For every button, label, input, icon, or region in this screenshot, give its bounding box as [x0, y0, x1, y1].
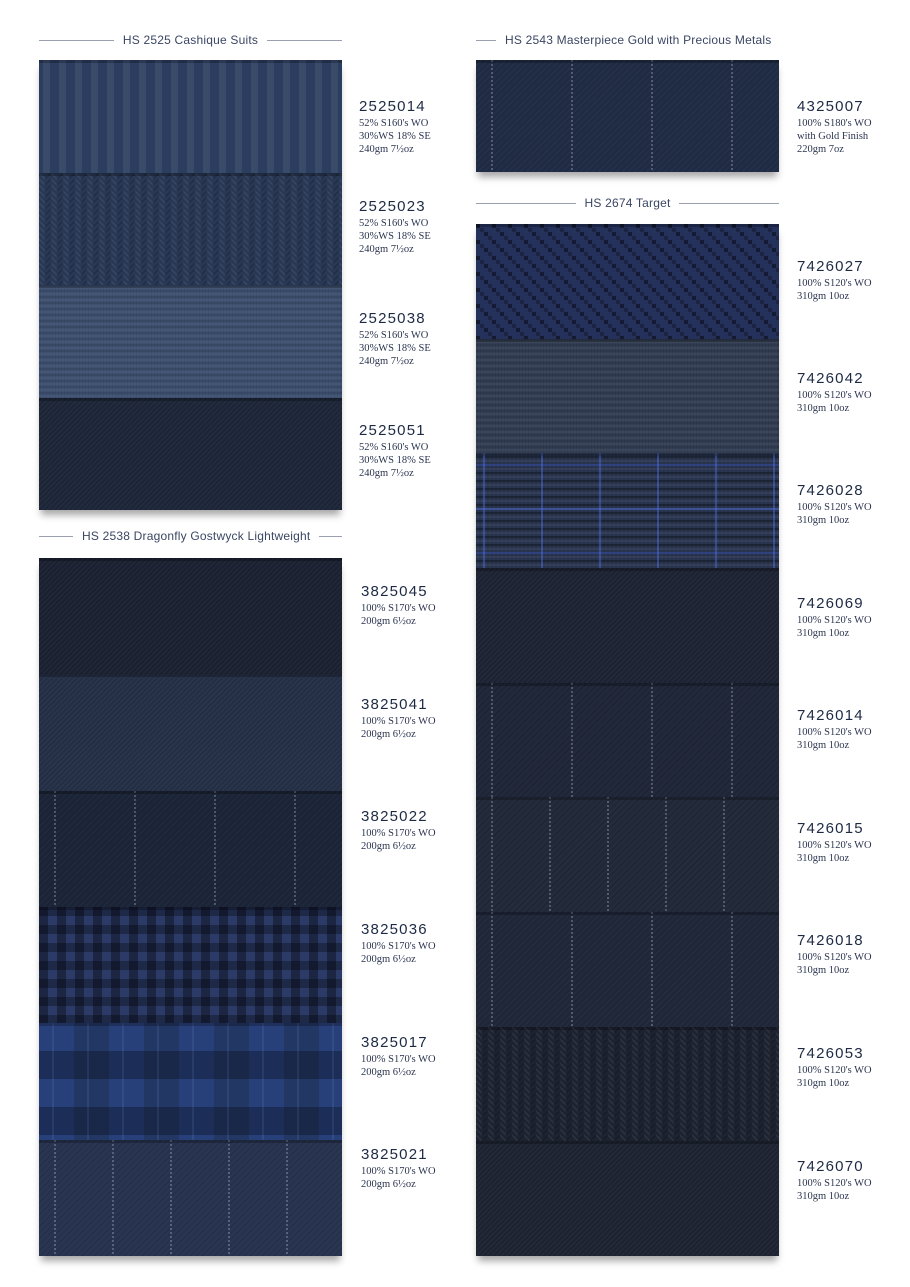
- fabric-swatch-3825045: [39, 558, 342, 674]
- fabric-spec-line: 100% S170's WO: [361, 716, 436, 727]
- spec-block-7426053: [797, 1045, 910, 1090]
- heading-rule: [476, 40, 496, 41]
- fabric-swatch-2525023: [39, 173, 342, 285]
- spec-block-7426014: [797, 707, 910, 752]
- fabric-spec-line: 100% S120's WO: [797, 615, 872, 626]
- spec-block-2525023: [359, 198, 479, 256]
- spec-block-7426027: [797, 258, 910, 303]
- fabric-swatch-7426069: [476, 568, 779, 683]
- spec-block-3825045: [361, 583, 481, 628]
- swatch-pattern: [476, 797, 779, 912]
- fabric-spec-line: 220gm 7oz: [797, 144, 844, 155]
- fabric-code: 2525038: [359, 310, 426, 327]
- section-heading-cashique: [39, 30, 342, 50]
- swatch-panel-dragonfly: [39, 558, 342, 1256]
- swatch-pattern: [476, 1027, 779, 1141]
- fabric-spec-line: 200gm 6½oz: [361, 616, 416, 627]
- fabric-swatch-2525038: [39, 285, 342, 398]
- swatch-pattern: [476, 568, 779, 683]
- spec-block-3825017: [361, 1034, 481, 1079]
- fabric-code: 2525023: [359, 198, 426, 215]
- fabric-spec-line: 310gm 10oz: [797, 1191, 850, 1202]
- fabric-spec-line: 30%WS 18% SE: [359, 455, 431, 466]
- fabric-spec-line: 200gm 6½oz: [361, 841, 416, 852]
- fabric-code: 3825021: [361, 1146, 428, 1163]
- fabric-spec-line: 30%WS 18% SE: [359, 131, 431, 142]
- fabric-spec-line: 30%WS 18% SE: [359, 231, 431, 242]
- spec-block-7426042: [797, 370, 910, 415]
- section-heading-target: [476, 193, 779, 213]
- spec-block-3825036: [361, 921, 481, 966]
- fabric-swatch-3825036: [39, 907, 342, 1023]
- fabric-spec-line: 240gm 7½oz: [359, 144, 414, 155]
- fabric-code: 2525014: [359, 98, 426, 115]
- fabric-code: 7426028: [797, 482, 864, 499]
- section-title: HS 2525 Cashique Suits: [122, 33, 259, 47]
- swatch-pattern: [39, 791, 342, 907]
- fabric-spec-line: 52% S160's WO: [359, 218, 429, 229]
- spec-block-7426018: [797, 932, 910, 977]
- swatch-pattern: [476, 60, 779, 172]
- fabric-code: 7426070: [797, 1158, 864, 1175]
- fabric-spec-line: 100% S120's WO: [797, 952, 872, 963]
- swatch-pattern: [39, 60, 342, 173]
- fabric-code: 3825041: [361, 696, 428, 713]
- fabric-swatch-2525051: [39, 398, 342, 510]
- fabric-swatch-7426070: [476, 1141, 779, 1256]
- fabric-spec-line: 100% S180's WO: [797, 118, 872, 129]
- swatch-pattern: [476, 1141, 779, 1256]
- spec-block-7426069: [797, 595, 910, 640]
- fabric-swatch-3825017: [39, 1023, 342, 1140]
- swatch-panel-cashique: [39, 60, 342, 510]
- fabric-spec-line: 100% S120's WO: [797, 840, 872, 851]
- fabric-swatch-7426014: [476, 683, 779, 797]
- fabric-spec-line: 100% S170's WO: [361, 1166, 436, 1177]
- fabric-spec-line: 240gm 7½oz: [359, 356, 414, 367]
- fabric-spec-line: 310gm 10oz: [797, 965, 850, 976]
- swatch-pattern: [39, 1140, 342, 1256]
- fabric-spec-line: 200gm 6½oz: [361, 1179, 416, 1190]
- fabric-swatch-7426042: [476, 339, 779, 453]
- fabric-spec-line: 100% S120's WO: [797, 1178, 872, 1189]
- fabric-spec-line: 52% S160's WO: [359, 330, 429, 341]
- fabric-swatch-3825041: [39, 674, 342, 791]
- fabric-spec-line: 100% S170's WO: [361, 828, 436, 839]
- swatch-pattern: [476, 339, 779, 453]
- fabric-spec-line: 310gm 10oz: [797, 853, 850, 864]
- swatch-pattern: [39, 398, 342, 510]
- fabric-spec-line: 310gm 10oz: [797, 1078, 850, 1089]
- fabric-code: 7426027: [797, 258, 864, 275]
- spec-block-7426015: [797, 820, 910, 865]
- spec-block-4325007: [797, 98, 910, 156]
- heading-rule: [267, 40, 342, 41]
- swatch-pattern: [476, 912, 779, 1027]
- fabric-spec-line: 310gm 10oz: [797, 403, 850, 414]
- heading-rule: [476, 203, 576, 204]
- fabric-code: 3825022: [361, 808, 428, 825]
- fabric-spec-line: 100% S170's WO: [361, 603, 436, 614]
- fabric-spec-line: 100% S170's WO: [361, 941, 436, 952]
- fabric-code: 7426042: [797, 370, 864, 387]
- fabric-swatch-7426028: [476, 453, 779, 568]
- fabric-spec-line: 310gm 10oz: [797, 628, 850, 639]
- fabric-code: 7426069: [797, 595, 864, 612]
- fabric-spec-line: 100% S170's WO: [361, 1054, 436, 1065]
- heading-rule: [679, 203, 779, 204]
- fabric-spec-line: 240gm 7½oz: [359, 468, 414, 479]
- swatch-pattern: [39, 907, 342, 1023]
- fabric-swatch-7426015: [476, 797, 779, 912]
- fabric-spec-line: 200gm 6½oz: [361, 954, 416, 965]
- fabric-code: 2525051: [359, 422, 426, 439]
- fabric-swatch-2525014: [39, 60, 342, 173]
- fabric-spec-line: 52% S160's WO: [359, 442, 429, 453]
- fabric-code: 3825045: [361, 583, 428, 600]
- fabric-spec-line: 310gm 10oz: [797, 740, 850, 751]
- fabric-spec-line: 30%WS 18% SE: [359, 343, 431, 354]
- fabric-swatch-3825021: [39, 1140, 342, 1256]
- heading-rule: [319, 536, 342, 537]
- fabric-swatch-7426018: [476, 912, 779, 1027]
- fabric-swatch-4325007: [476, 60, 779, 172]
- fabric-spec-line: 100% S120's WO: [797, 1065, 872, 1076]
- fabric-spec-line: 100% S120's WO: [797, 278, 872, 289]
- fabric-spec-line: 240gm 7½oz: [359, 244, 414, 255]
- swatch-pattern: [476, 224, 779, 339]
- fabric-spec-line: 200gm 6½oz: [361, 729, 416, 740]
- fabric-swatch-7426053: [476, 1027, 779, 1141]
- swatch-panel-target: [476, 224, 779, 1256]
- fabric-swatch-3825022: [39, 791, 342, 907]
- spec-block-3825021: [361, 1146, 481, 1191]
- fabric-code: 7426018: [797, 932, 864, 949]
- spec-block-2525014: [359, 98, 479, 156]
- swatch-pattern: [476, 683, 779, 797]
- heading-rule: [39, 536, 73, 537]
- fabric-spec-line: 200gm 6½oz: [361, 1067, 416, 1078]
- section-heading-dragonfly: [39, 526, 342, 546]
- fabric-code: 4325007: [797, 98, 864, 115]
- section-title: HS 2674 Target: [584, 196, 671, 210]
- swatch-pattern: [476, 453, 779, 568]
- fabric-spec-line: 310gm 10oz: [797, 515, 850, 526]
- spec-block-7426070: [797, 1158, 910, 1203]
- fabric-code: 7426015: [797, 820, 864, 837]
- swatch-pattern: [39, 558, 342, 674]
- fabric-spec-line: 100% S120's WO: [797, 390, 872, 401]
- swatch-pattern: [39, 285, 342, 398]
- spec-block-7426028: [797, 482, 910, 527]
- fabric-code: 3825017: [361, 1034, 428, 1051]
- section-title: HS 2543 Masterpiece Gold with Precious Metals: [505, 33, 772, 47]
- fabric-spec-line: 310gm 10oz: [797, 291, 850, 302]
- fabric-spec-line: with Gold Finish: [797, 131, 869, 142]
- fabric-swatch-7426027: [476, 224, 779, 339]
- spec-block-3825022: [361, 808, 481, 853]
- heading-rule: [39, 40, 114, 41]
- spec-block-3825041: [361, 696, 481, 741]
- fabric-spec-line: 100% S120's WO: [797, 727, 872, 738]
- fabric-code: 7426014: [797, 707, 864, 724]
- fabric-spec-line: 100% S120's WO: [797, 502, 872, 513]
- swatch-panel-masterpiece: [476, 60, 779, 172]
- swatch-pattern: [39, 1023, 342, 1140]
- fabric-code: 3825036: [361, 921, 428, 938]
- swatch-pattern: [39, 173, 342, 285]
- fabric-spec-line: 52% S160's WO: [359, 118, 429, 129]
- spec-block-2525038: [359, 310, 479, 368]
- spec-block-2525051: [359, 422, 479, 480]
- section-title: HS 2538 Dragonfly Gostwyck Lightweight: [82, 529, 311, 543]
- swatch-pattern: [39, 674, 342, 791]
- section-heading-masterpiece: [476, 30, 779, 50]
- fabric-code: 7426053: [797, 1045, 864, 1062]
